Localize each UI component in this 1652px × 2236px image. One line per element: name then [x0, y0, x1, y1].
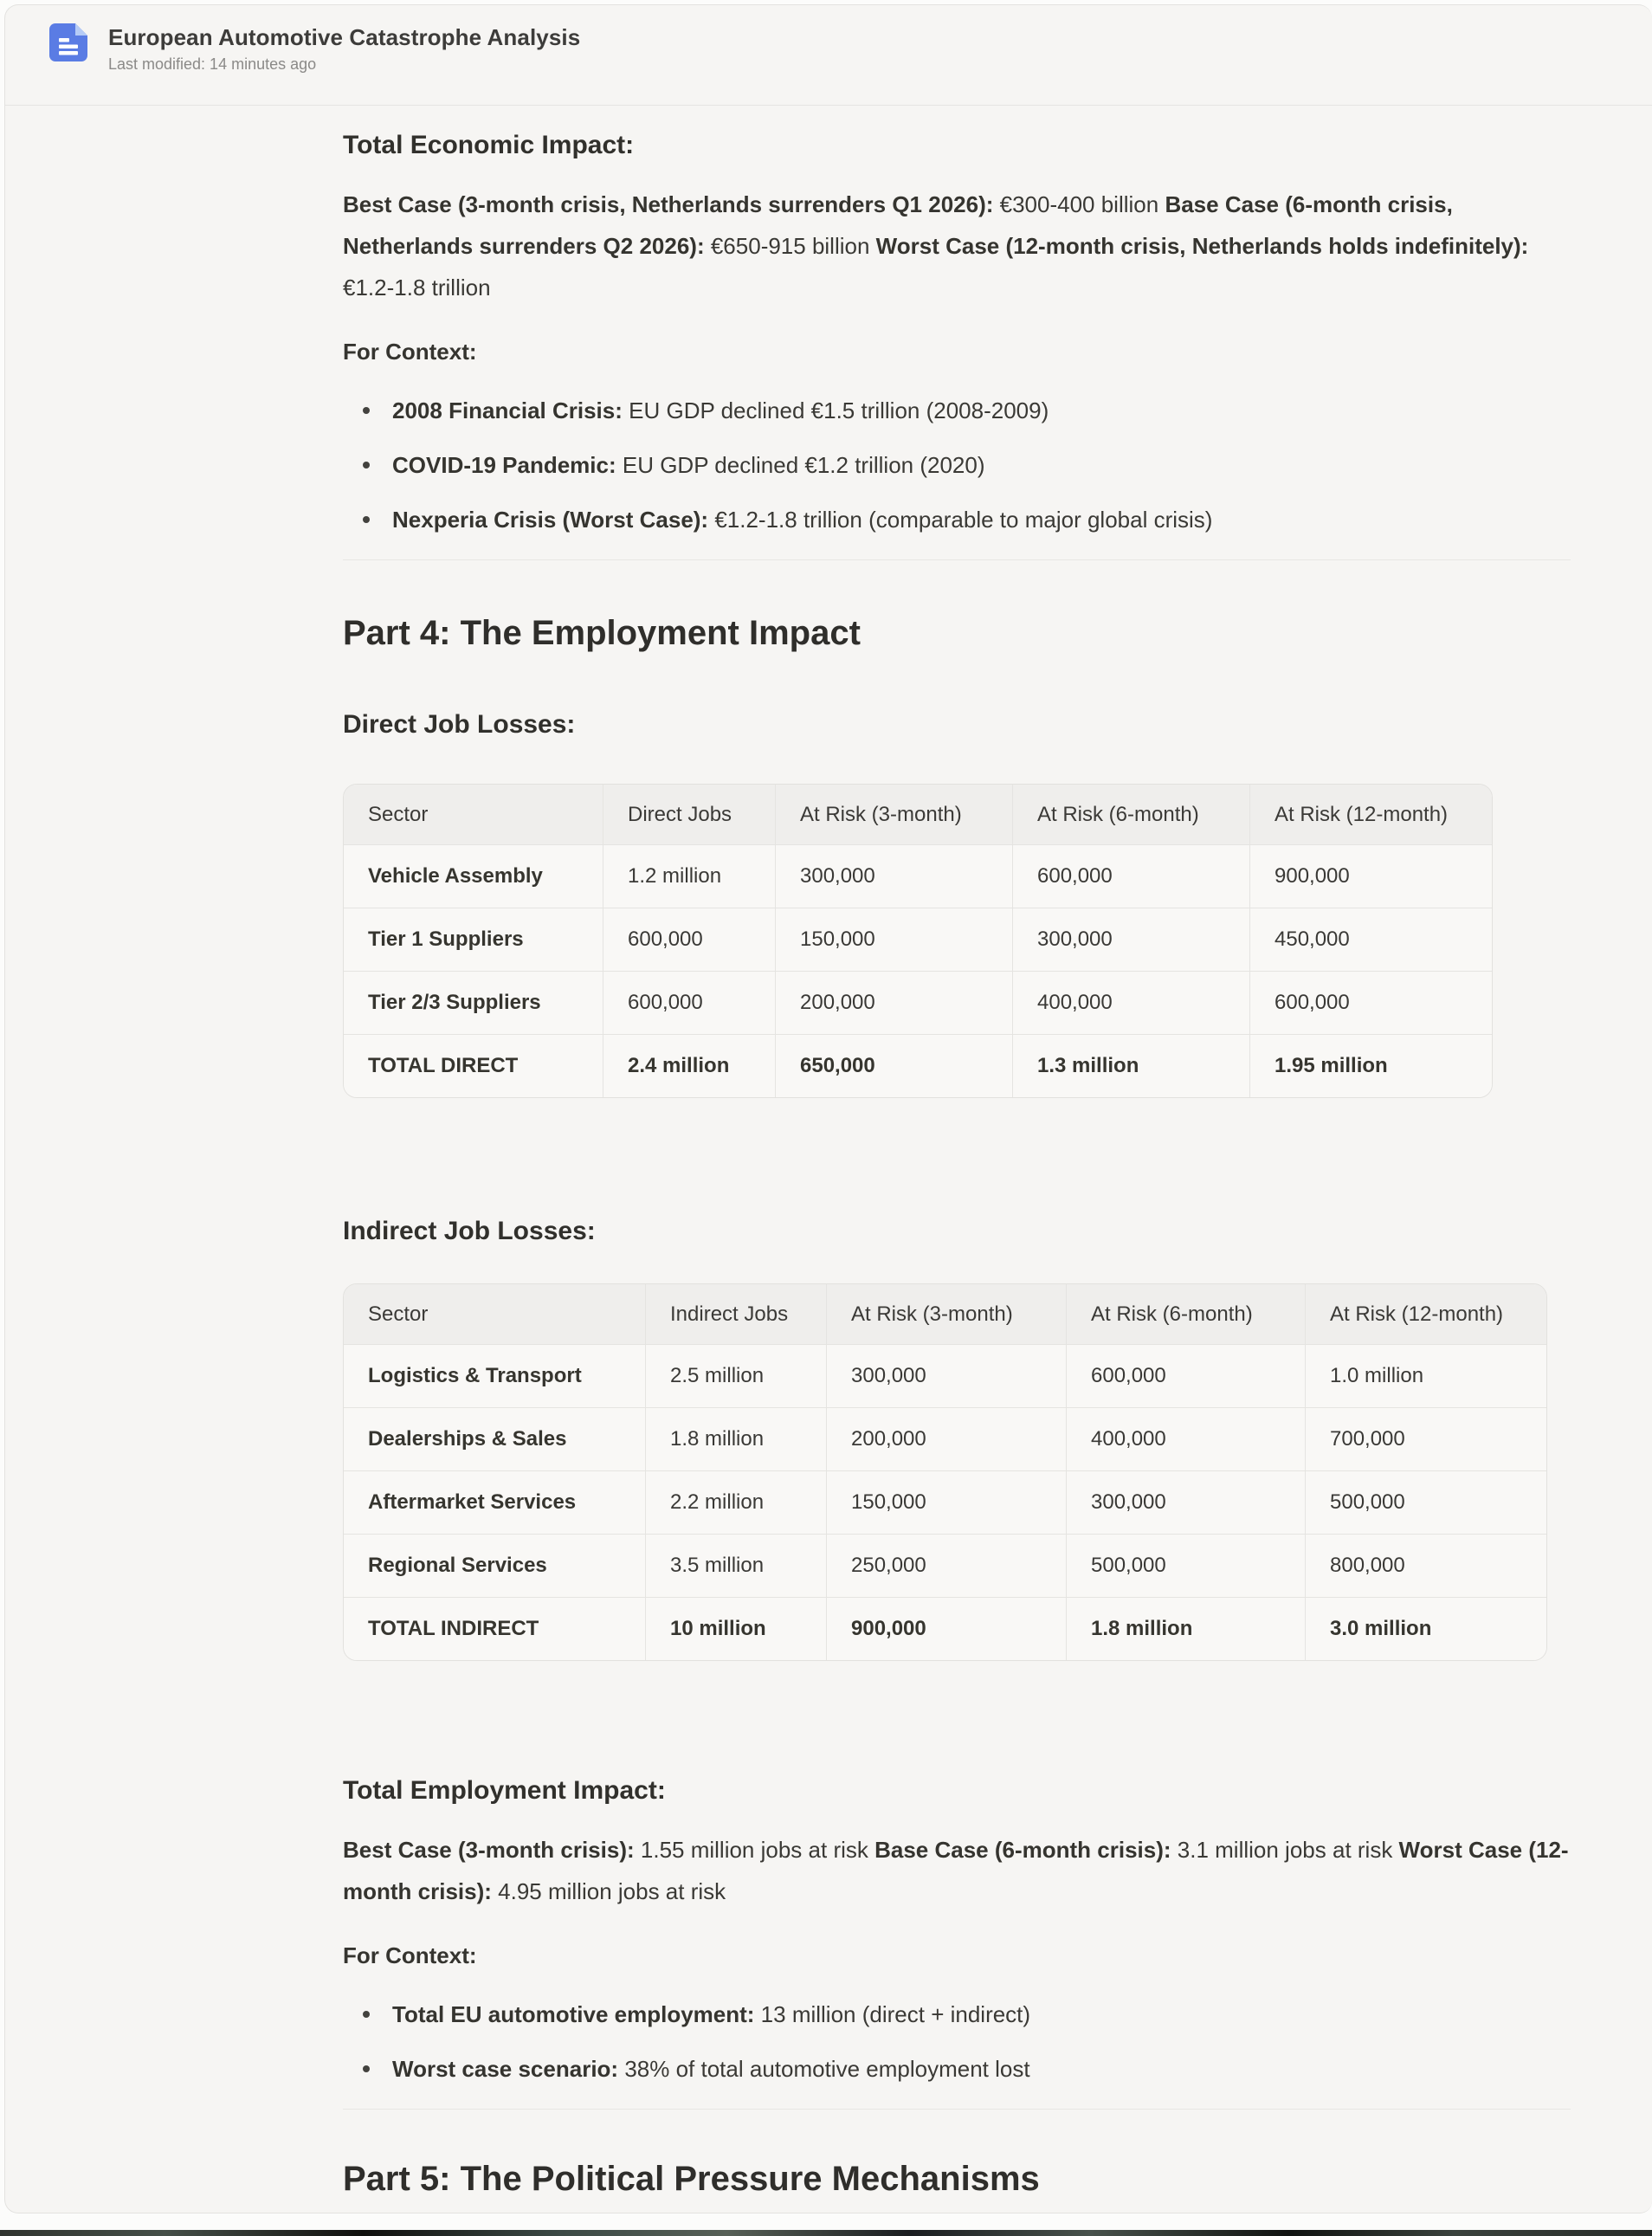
document-icon-fold: [75, 23, 87, 36]
column-header: At Risk (3-month): [775, 785, 1012, 844]
direct-job-losses-table: [344, 785, 1492, 1097]
document-viewer-panel: [4, 4, 1652, 2213]
table-cell: 250,000: [826, 1534, 1066, 1597]
table-cell: 2.2 million: [645, 1470, 826, 1534]
table-cell: TOTAL DIRECT: [344, 1034, 603, 1097]
header-text: [108, 24, 580, 74]
table-cell: 450,000: [1249, 908, 1492, 971]
table-row: [344, 1534, 1546, 1597]
for-context-label-2: For Context:: [343, 1942, 477, 1968]
document-last-modified: Last modified: 14 minutes ago: [108, 55, 317, 73]
section-divider-1: [343, 559, 1571, 560]
table-cell: Dealerships & Sales: [344, 1407, 645, 1470]
text-run: €650-915 billion: [704, 233, 876, 259]
text-run: €300-400 billion: [993, 191, 1165, 217]
table-cell: 600,000: [1012, 844, 1249, 908]
document-content[interactable]: [5, 106, 1652, 2201]
table-cell: 600,000: [1249, 971, 1492, 1034]
table-cell: 1.2 million: [603, 844, 775, 908]
table-cell: 300,000: [826, 1344, 1066, 1407]
bold-text-run: COVID-19 Pandemic:: [392, 452, 616, 478]
table-row: [344, 1470, 1546, 1534]
for-context-label-1: For Context:: [343, 339, 477, 365]
table-cell: 10 million: [645, 1597, 826, 1660]
table-cell: 1.0 million: [1305, 1344, 1546, 1407]
list-item: [343, 1994, 1571, 2035]
table-cell: 1.95 million: [1249, 1034, 1492, 1097]
economic-impact-paragraph: [343, 184, 1571, 308]
heading-indirect-job-losses: Indirect Job Losses:: [343, 1217, 596, 1245]
table-row: [344, 1407, 1546, 1470]
table-cell: 800,000: [1305, 1534, 1546, 1597]
bold-text-run: Best Case (3-month crisis, Netherlands surrenders Q1 2026):: [343, 191, 994, 217]
column-header: At Risk (3-month): [826, 1284, 1066, 1344]
table-cell: 200,000: [826, 1407, 1066, 1470]
economic-context-list: [343, 390, 1571, 540]
table-cell: 150,000: [826, 1470, 1066, 1534]
table-cell: 300,000: [1012, 908, 1249, 971]
text-run: 4.95 million jobs at risk: [491, 1878, 726, 1904]
column-header: Sector: [344, 785, 603, 844]
employment-impact-paragraph: [343, 1829, 1571, 1912]
text-run: €1.2-1.8 trillion (comparable to major global crisis): [708, 507, 1213, 533]
table-cell: 150,000: [775, 908, 1012, 971]
table-cell: 900,000: [826, 1597, 1066, 1660]
bold-text-run: Nexperia Crisis (Worst Case):: [392, 507, 709, 533]
document-icon: [49, 23, 87, 61]
section-divider-2: [343, 2109, 1571, 2110]
table-cell: 3.5 million: [645, 1534, 826, 1597]
table-cell: 500,000: [1305, 1470, 1546, 1534]
table-cell: 300,000: [775, 844, 1012, 908]
table-row: [344, 1344, 1546, 1407]
table-cell: TOTAL INDIRECT: [344, 1597, 645, 1660]
table-cell: 500,000: [1066, 1534, 1305, 1597]
table-row: [344, 971, 1492, 1034]
table-cell: Regional Services: [344, 1534, 645, 1597]
table-cell: 400,000: [1066, 1407, 1305, 1470]
bold-text-run: 2008 Financial Crisis:: [392, 397, 623, 423]
column-header: At Risk (6-month): [1012, 785, 1249, 844]
column-header: Direct Jobs: [603, 785, 775, 844]
column-header: Sector: [344, 1284, 645, 1344]
bold-text-run: Worst case scenario:: [392, 2056, 619, 2082]
table-row: [344, 1034, 1492, 1097]
list-item: [343, 390, 1571, 431]
bold-text-run: Worst Case (12-month crisis, Netherlands holds indefinitely):: [875, 233, 1529, 259]
table-cell: Vehicle Assembly: [344, 844, 603, 908]
table-cell: 600,000: [1066, 1344, 1305, 1407]
bold-text-run: Base Case (6-month crisis):: [874, 1837, 1171, 1863]
table-cell: 1.3 million: [1012, 1034, 1249, 1097]
bold-text-run: Total EU automotive employment:: [392, 2001, 755, 2027]
table-cell: 2.5 million: [645, 1344, 826, 1407]
table-cell: 200,000: [775, 971, 1012, 1034]
text-run: 1.55 million jobs at risk: [634, 1837, 875, 1863]
text-run: 38% of total automotive employment lost: [618, 2056, 1030, 2082]
text-run: EU GDP declined €1.5 trillion (2008-2009): [622, 397, 1049, 423]
column-header: Indirect Jobs: [645, 1284, 826, 1344]
text-run: 13 million (direct + indirect): [754, 2001, 1031, 2027]
table-row: [344, 844, 1492, 908]
table-cell: 300,000: [1066, 1470, 1305, 1534]
table-cell: 2.4 million: [603, 1034, 775, 1097]
bold-text-run: Best Case (3-month crisis):: [343, 1837, 635, 1863]
heading-direct-job-losses: Direct Job Losses:: [343, 710, 576, 739]
column-header: At Risk (12-month): [1305, 1284, 1546, 1344]
text-run: EU GDP declined €1.2 trillion (2020): [616, 452, 985, 478]
text-run: 3.1 million jobs at risk: [1171, 1837, 1399, 1863]
employment-context-list: [343, 1994, 1571, 2090]
list-item: [343, 499, 1571, 540]
table-cell: 3.0 million: [1305, 1597, 1546, 1660]
text-run: €1.2-1.8 trillion: [343, 275, 491, 301]
table-cell: 600,000: [603, 971, 775, 1034]
table-cell: 650,000: [775, 1034, 1012, 1097]
list-item: [343, 444, 1571, 486]
heading-total-economic-impact: Total Economic Impact:: [343, 131, 635, 159]
column-header: At Risk (12-month): [1249, 785, 1492, 844]
table-cell: 1.8 million: [645, 1407, 826, 1470]
table-cell: Tier 2/3 Suppliers: [344, 971, 603, 1034]
table-cell: Logistics & Transport: [344, 1344, 645, 1407]
table-cell: 400,000: [1012, 971, 1249, 1034]
table-cell: 700,000: [1305, 1407, 1546, 1470]
column-header: At Risk (6-month): [1066, 1284, 1305, 1344]
heading-total-employment-impact: Total Employment Impact:: [343, 1776, 666, 1805]
bold-text-run: Worst Case (12-month crisis):: [343, 1837, 1569, 1904]
bold-text-run: Base Case (6-month crisis, Netherlands surrenders Q2 2026):: [343, 191, 1453, 259]
table-header-row: [344, 785, 1492, 844]
indirect-job-losses-table: [344, 1284, 1546, 1660]
table-cell: 900,000: [1249, 844, 1492, 908]
table-cell: 600,000: [603, 908, 775, 971]
desktop-background-strip: [0, 2230, 1652, 2236]
table-row: [344, 908, 1492, 971]
table-header-row: [344, 1284, 1546, 1344]
table-cell: 1.8 million: [1066, 1597, 1305, 1660]
document-icon-body: [49, 23, 87, 61]
list-item: [343, 2048, 1571, 2090]
document-title: European Automotive Catastrophe Analysis: [108, 24, 581, 50]
table-cell: Aftermarket Services: [344, 1470, 645, 1534]
direct-job-losses-table-container: [343, 784, 1493, 1098]
indirect-job-losses-table-container: [343, 1283, 1547, 1661]
table-row: [344, 1597, 1546, 1660]
heading-part-5: Part 5: The Political Pressure Mechanisms: [343, 2160, 1040, 2198]
table-cell: Tier 1 Suppliers: [344, 908, 603, 971]
heading-part-4: Part 4: The Employment Impact: [343, 614, 861, 652]
viewer-header: [5, 5, 1652, 106]
